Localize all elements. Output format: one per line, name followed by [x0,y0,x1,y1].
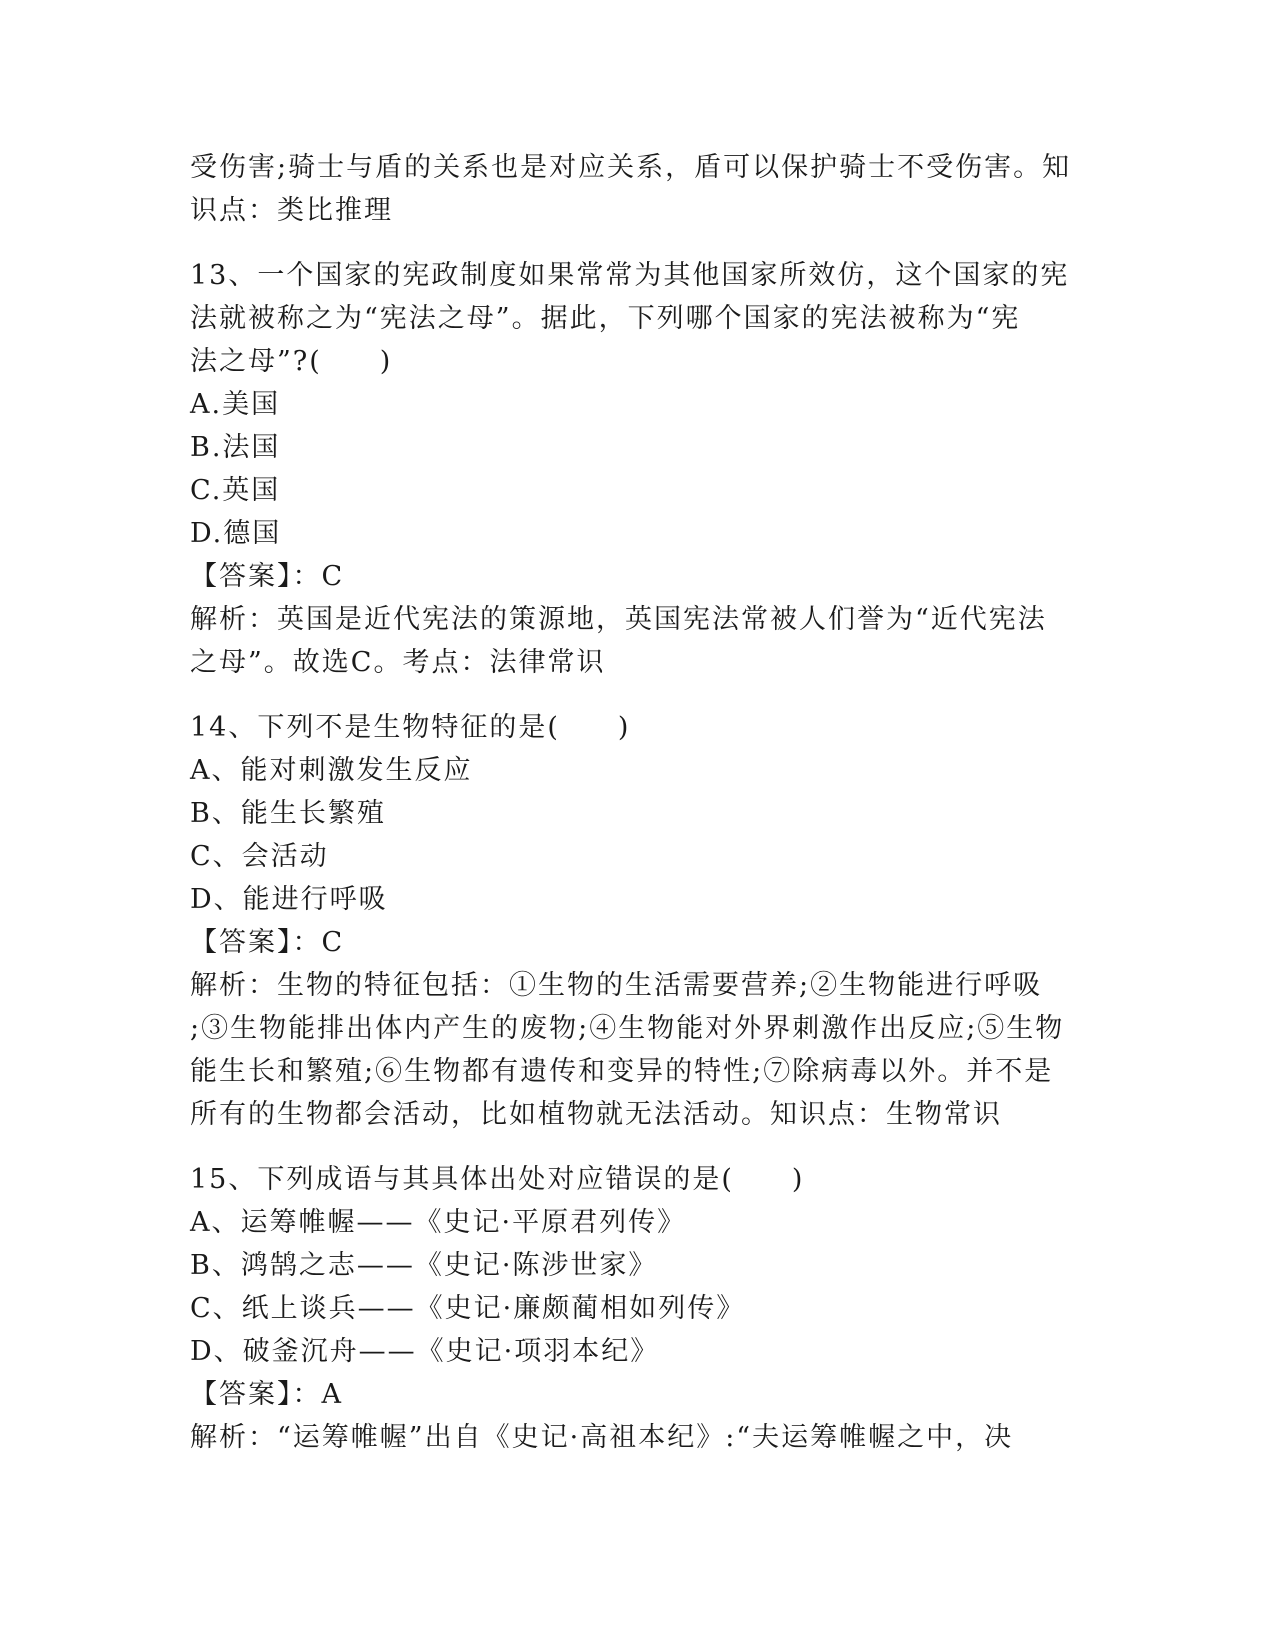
answer: 【答案】：C [190,561,345,592]
answer: 【答案】：C [190,927,345,958]
question-15 [190,1158,1090,1459]
question-14 [190,706,1090,1136]
analysis: 所有的生物都会活动，比如植物就无法活动。知识点：生物常识 [190,1099,1002,1130]
question-stem: 法就被称之为“宪法之母”。据此，下列哪个国家的宪法被称为“宪 [190,303,1021,334]
option-c: C、纸上谈兵——《史记·廉颇蔺相如列传》 [190,1293,746,1324]
option-c: C、会活动 [190,841,329,872]
answer: 【答案】：A [190,1379,343,1410]
document-page [190,146,1090,1459]
analysis: 能生长和繁殖;⑥生物都有遗传和变异的特性;⑦除病毒以外。并不是 [190,1056,1054,1087]
question-13 [190,254,1090,684]
option-b: B.法国 [190,432,281,463]
option-a: A、能对刺激发生反应 [190,755,473,786]
option-b: B、鸿鹄之志——《史记·陈涉世家》 [190,1250,658,1281]
analysis: 解析：“运筹帷幄”出自《史记·高祖本纪》:“夫运筹帷幄之中，决 [190,1422,1014,1453]
analysis: 之母”。故选C。考点：法律常识 [190,647,606,678]
analysis: ;③生物能排出体内产生的废物;④生物能对外界刺激作出反应;⑤生物 [190,1013,1065,1044]
option-d: D.德国 [190,518,282,549]
option-c: C.英国 [190,475,281,506]
question-stem: 13、一个国家的宪政制度如果常常为其他国家所效仿，这个国家的宪 [190,260,1070,291]
analysis: 解析：生物的特征包括：①生物的生活需要营养;②生物能进行呼吸 [190,970,1043,1001]
question-stem: 法之母”?( ) [190,346,393,377]
option-d: D、破釜沉舟——《史记·项羽本纪》 [190,1336,660,1367]
question-stem: 15、下列成语与其具体出处对应错误的是( ) [190,1164,805,1195]
option-b: B、能生长繁殖 [190,798,386,829]
question-stem: 14、下列不是生物特征的是( ) [190,712,631,743]
option-a: A.美国 [190,389,281,420]
option-d: D、能进行呼吸 [190,884,388,915]
intro-line: 受伤害;骑士与盾的关系也是对应关系，盾可以保护骑士不受伤害。知 [190,152,1072,183]
option-a: A、运筹帷幄——《史记·平原君列传》 [190,1207,687,1238]
analysis: 解析：英国是近代宪法的策源地，英国宪法常被人们誉为“近代宪法 [190,604,1047,635]
intro-line: 识点：类比推理 [190,195,393,226]
